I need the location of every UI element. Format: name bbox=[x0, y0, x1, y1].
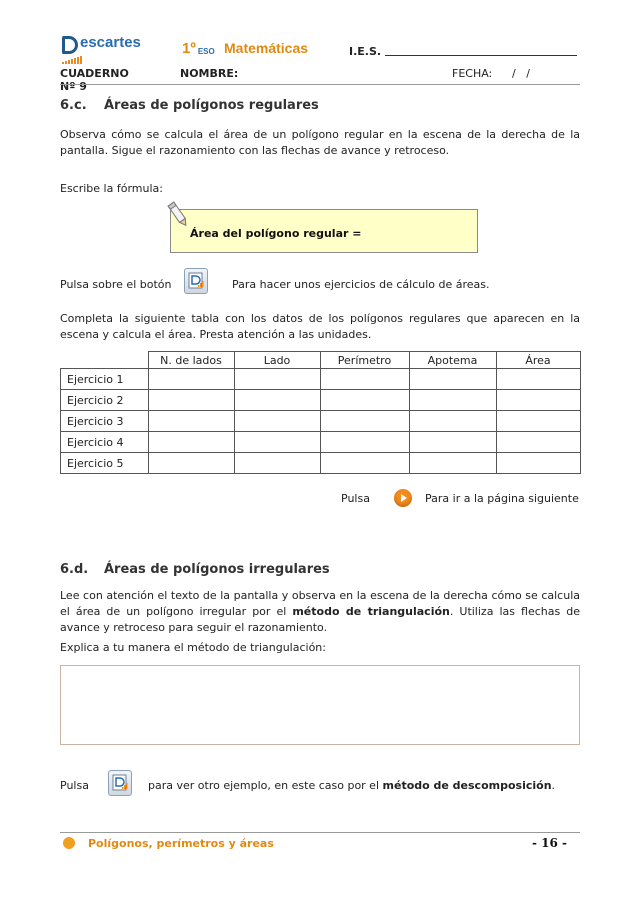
press-d-text bbox=[148, 778, 555, 794]
table-col-header: Apotema bbox=[409, 352, 496, 369]
table-row-label: Ejercicio 5 bbox=[61, 453, 149, 474]
table-cell[interactable] bbox=[409, 453, 496, 474]
table-cell[interactable] bbox=[234, 369, 320, 390]
section-c-title: Áreas de polígonos regulares bbox=[104, 98, 319, 113]
table-row-label: Ejercicio 1 bbox=[61, 369, 149, 390]
descartes-scene-icon bbox=[185, 269, 207, 293]
table-row bbox=[61, 390, 581, 411]
table-cell[interactable] bbox=[234, 411, 320, 432]
table-row-label: Ejercicio 2 bbox=[61, 390, 149, 411]
section-c-number: 6.c. bbox=[60, 98, 87, 113]
polygon-table bbox=[60, 351, 581, 474]
nombre-label: NOMBRE: bbox=[180, 67, 239, 80]
footer-title: Polígonos, perímetros y áreas bbox=[88, 837, 274, 850]
table-col-header: N. de lados bbox=[148, 352, 234, 369]
next-press-block bbox=[341, 491, 370, 507]
table-col-header: Área bbox=[496, 352, 580, 369]
press-d-text-block bbox=[148, 778, 555, 794]
formula-prompt-block bbox=[60, 181, 163, 197]
table-cell[interactable] bbox=[496, 369, 580, 390]
page-number: - 16 - bbox=[532, 836, 568, 850]
pencil-icon bbox=[163, 200, 193, 230]
table-cell[interactable] bbox=[496, 411, 580, 432]
section-d-heading bbox=[60, 562, 330, 577]
table-intro-block bbox=[60, 311, 580, 343]
section-d-intro bbox=[60, 588, 580, 636]
fecha-value: / / bbox=[512, 67, 530, 80]
table-col-header: Lado bbox=[234, 352, 320, 369]
table-row-label: Ejercicio 4 bbox=[61, 432, 149, 453]
table-col-header: Perímetro bbox=[320, 352, 409, 369]
table-cell[interactable] bbox=[496, 453, 580, 474]
another-example-button[interactable] bbox=[108, 770, 132, 796]
logo-bars-icon bbox=[62, 56, 82, 64]
descartes-logo-icon bbox=[62, 36, 78, 54]
table-cell[interactable] bbox=[234, 453, 320, 474]
fecha-label: FECHA: bbox=[452, 67, 493, 80]
next-label-block bbox=[425, 491, 579, 507]
table-cell[interactable] bbox=[148, 453, 234, 474]
formula-label: Área del polígono regular = bbox=[190, 227, 362, 240]
footer-divider bbox=[60, 832, 580, 833]
section-d-number: 6.d. bbox=[60, 562, 89, 577]
explain-prompt: Explica a tu manera el método de triangulación: bbox=[60, 641, 326, 654]
table-header-row bbox=[61, 352, 581, 369]
table-cell[interactable] bbox=[409, 369, 496, 390]
press-suffix-block bbox=[232, 277, 490, 293]
table-cell[interactable] bbox=[148, 390, 234, 411]
formula-prompt: Escribe la fórmula: bbox=[60, 182, 163, 195]
descartes-scene-icon bbox=[109, 771, 131, 795]
table-corner bbox=[61, 352, 149, 369]
table-row bbox=[61, 369, 581, 390]
press-d-text-end: . bbox=[551, 779, 556, 792]
table-cell[interactable] bbox=[234, 390, 320, 411]
next-press-label: Pulsa bbox=[341, 492, 370, 505]
cuaderno-label: CUADERNO Nº 9 bbox=[60, 67, 129, 93]
table-cell[interactable] bbox=[409, 390, 496, 411]
section-c-heading bbox=[60, 98, 319, 113]
table-cell[interactable] bbox=[320, 453, 409, 474]
table-cell[interactable] bbox=[234, 432, 320, 453]
table-cell[interactable] bbox=[148, 369, 234, 390]
press-d-text-part: para ver otro ejemplo, en este caso por el bbox=[148, 779, 383, 792]
explanation-answer-box[interactable] bbox=[60, 665, 580, 745]
table-cell[interactable] bbox=[496, 432, 580, 453]
press-label: Pulsa sobre el botón bbox=[60, 278, 172, 291]
next-page-label: Para ir a la página siguiente bbox=[425, 492, 579, 505]
table-cell[interactable] bbox=[148, 411, 234, 432]
table-row bbox=[61, 411, 581, 432]
section-c-intro: Observa cómo se calcula el área de un polígono regular en la escena de la derecha de la pantalla. Sigue el razonamiento con las flechas de avance y retroceso. bbox=[60, 128, 580, 157]
section-c-intro-block bbox=[60, 127, 580, 159]
section-d-title: Áreas de polígonos irregulares bbox=[104, 562, 330, 577]
subject-label: Matemáticas bbox=[224, 40, 309, 56]
press-d-block bbox=[60, 778, 89, 794]
explain-prompt-block bbox=[60, 640, 326, 656]
decomposition-term: método de descomposición bbox=[382, 779, 552, 792]
table-cell[interactable] bbox=[409, 411, 496, 432]
table-cell[interactable] bbox=[320, 411, 409, 432]
ies-line bbox=[385, 55, 577, 56]
table-row bbox=[61, 432, 581, 453]
table-row bbox=[61, 453, 581, 474]
press-button-line bbox=[60, 277, 171, 293]
triangulation-term: método de triangulación bbox=[292, 605, 450, 618]
table-intro: Completa la siguiente tabla con los datos de los polígonos regulares que aparecen en la escena y calcula el área. Presta atención a las unidades. bbox=[60, 312, 580, 341]
table-cell[interactable] bbox=[409, 432, 496, 453]
section-d-intro-block bbox=[60, 588, 580, 636]
header-divider bbox=[60, 84, 580, 85]
logo-text: escartes bbox=[80, 34, 141, 51]
table-cell[interactable] bbox=[148, 432, 234, 453]
section-d-intro-part: . Utiliza las flechas de avance y retroceso para seguir el razonamiento. bbox=[60, 605, 581, 634]
section-d-intro-part: Lee con atención el texto de la pantalla y observa en la escena de la derecha cómo se calcula el área de un polígono irregular por el bbox=[60, 589, 580, 618]
next-page-button[interactable] bbox=[394, 489, 412, 507]
table-cell[interactable] bbox=[320, 369, 409, 390]
grade-label: 1º ESO bbox=[182, 40, 215, 57]
table-cell[interactable] bbox=[496, 390, 580, 411]
ies-label: I.E.S. bbox=[349, 45, 382, 58]
press-d-label: Pulsa bbox=[60, 779, 89, 792]
table-cell[interactable] bbox=[320, 390, 409, 411]
table-row-label: Ejercicio 3 bbox=[61, 411, 149, 432]
exercises-button[interactable] bbox=[184, 268, 208, 294]
footer-bullet-icon bbox=[63, 837, 75, 849]
press-suffix: Para hacer unos ejercicios de cálculo de áreas. bbox=[232, 278, 490, 291]
table-cell[interactable] bbox=[320, 432, 409, 453]
